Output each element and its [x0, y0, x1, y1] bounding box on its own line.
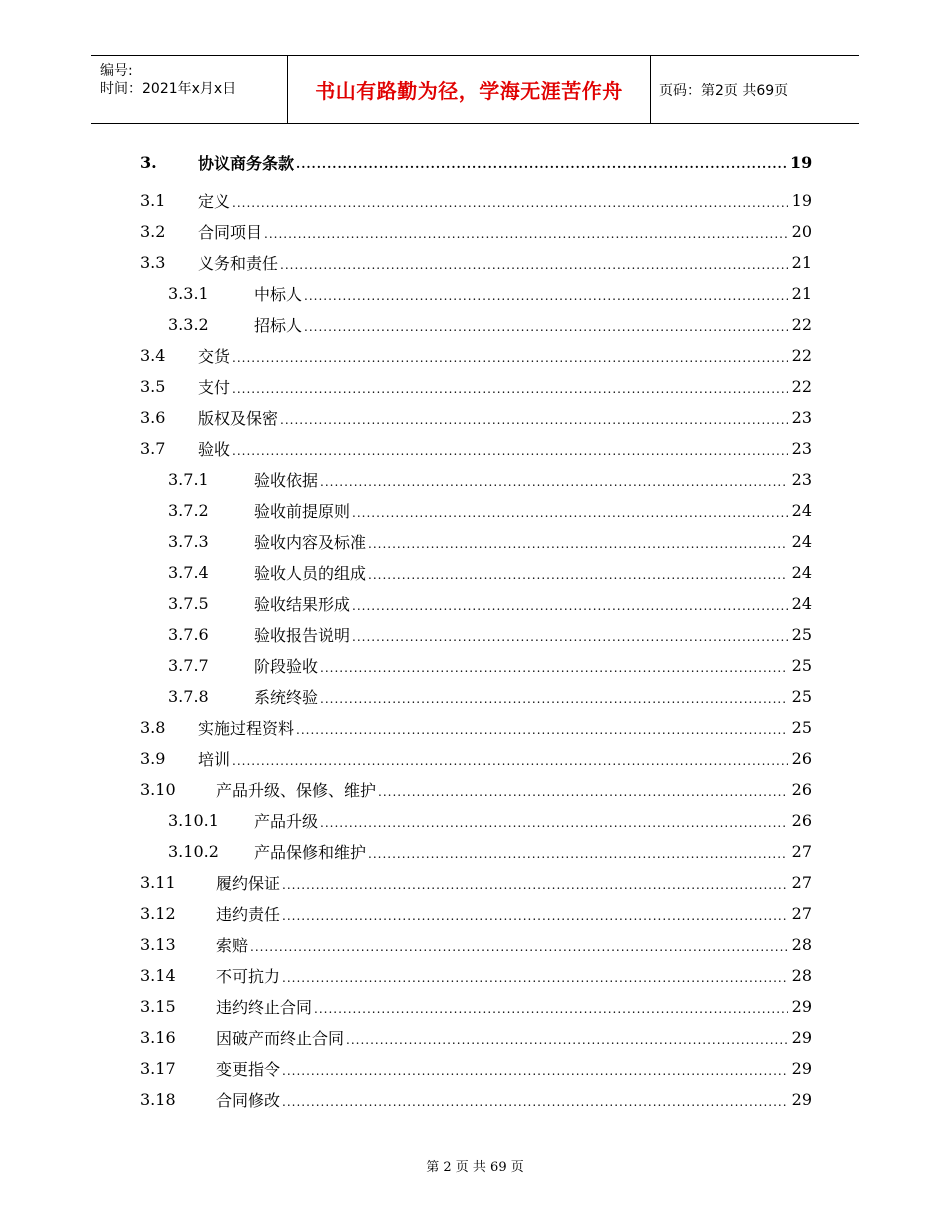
toc-entry-title: 验收 [198, 440, 231, 459]
toc-entry-page: 29 [791, 1090, 812, 1109]
motto-text: 书山有路勤为径，学海无涯苦作舟 [315, 79, 623, 103]
toc-entry-number: 3.7.3 [168, 532, 209, 551]
toc-entry-title: 验收人员的组成 [254, 564, 367, 583]
toc-entry-title: 合同项目 [198, 223, 263, 242]
toc-entry-number: 3.7.2 [168, 501, 209, 520]
toc-entry-number: 3.7.8 [168, 687, 209, 706]
toc-entry-page: 25 [791, 718, 812, 737]
toc-entry-number: 3.1 [140, 191, 166, 210]
toc-entry-page: 19 [790, 152, 813, 172]
toc-entry-title: 合同修改 [216, 1091, 281, 1110]
toc-dot-leader [352, 599, 788, 613]
toc-entry-title: 定义 [198, 192, 231, 211]
toc-entry-title: 支付 [198, 378, 231, 397]
toc-entry-title: 验收结果形成 [254, 595, 351, 614]
toc-entry[interactable] [140, 650, 812, 681]
toc-dot-leader [352, 506, 788, 520]
toc-entry[interactable] [140, 929, 812, 960]
toc-dot-leader [320, 475, 788, 489]
header-motto-cell [287, 56, 651, 123]
toc-dot-leader [280, 413, 788, 427]
toc-entry-title: 系统终验 [254, 688, 319, 707]
toc-entry-title: 产品升级 [254, 812, 319, 831]
toc-entry[interactable] [140, 619, 812, 650]
toc-entry-number: 3.17 [140, 1059, 176, 1078]
toc-entry[interactable] [140, 991, 812, 1022]
toc-dot-leader [282, 971, 788, 985]
table-of-contents [140, 146, 812, 1115]
toc-entry-title: 培训 [198, 750, 231, 769]
toc-dot-leader [232, 444, 788, 458]
toc-entry-number: 3.7 [140, 439, 166, 458]
time-label: 时间：2021年x月x日 [100, 81, 237, 97]
toc-entry[interactable] [140, 898, 812, 929]
toc-entry-title: 验收报告说明 [254, 626, 351, 645]
toc-entry-title: 索赔 [216, 936, 249, 955]
page-header [91, 55, 859, 124]
toc-entry-page: 25 [791, 625, 812, 644]
toc-entry-page: 26 [791, 811, 812, 830]
toc-entry-number: 3.7.5 [168, 594, 209, 613]
toc-entry-title: 验收内容及标准 [254, 533, 367, 552]
toc-entry[interactable] [140, 278, 812, 309]
toc-entry[interactable] [140, 1084, 812, 1115]
toc-entry[interactable] [140, 464, 812, 495]
toc-entry-number: 3.7.7 [168, 656, 209, 675]
toc-entry-title: 验收前提原则 [254, 502, 351, 521]
toc-entry-title: 变更指令 [216, 1060, 281, 1079]
toc-entry-title: 验收依据 [254, 471, 319, 490]
toc-dot-leader [280, 258, 788, 272]
toc-entry-number: 3.2 [140, 222, 166, 241]
toc-dot-leader [232, 196, 788, 210]
toc-entry-page: 27 [791, 842, 812, 861]
toc-dot-leader [296, 157, 788, 171]
toc-entry[interactable] [140, 371, 812, 402]
toc-dot-leader [320, 661, 788, 675]
toc-entry-number: 3.15 [140, 997, 176, 1016]
toc-entry[interactable] [140, 681, 812, 712]
toc-entry[interactable] [140, 402, 812, 433]
toc-entry[interactable] [140, 712, 812, 743]
toc-entry-page: 23 [791, 439, 812, 458]
toc-entry[interactable] [140, 805, 812, 836]
toc-entry-number: 3.18 [140, 1090, 176, 1109]
toc-entry-number: 3.10.2 [168, 842, 219, 861]
toc-entry[interactable] [140, 526, 812, 557]
toc-entry-number: 3. [140, 152, 157, 172]
toc-entry-title: 违约终止合同 [216, 998, 313, 1017]
toc-entry-number: 3.10 [140, 780, 176, 799]
toc-entry-title: 版权及保密 [198, 409, 279, 428]
toc-dot-leader [250, 940, 788, 954]
toc-entry-page: 27 [791, 873, 812, 892]
toc-entry[interactable] [140, 433, 812, 464]
toc-entry-page: 20 [791, 222, 812, 241]
toc-entry-number: 3.3.1 [168, 284, 209, 303]
toc-entry[interactable] [140, 1053, 812, 1084]
toc-entry[interactable] [140, 867, 812, 898]
toc-entry-page: 24 [791, 594, 812, 613]
toc-entry-page: 29 [791, 1059, 812, 1078]
toc-entry-page: 22 [791, 377, 812, 396]
toc-entry-number: 3.7.6 [168, 625, 209, 644]
toc-entry-title: 违约责任 [216, 905, 281, 924]
toc-entry-number: 3.7.1 [168, 470, 209, 489]
toc-entry-number: 3.7.4 [168, 563, 209, 582]
toc-dot-leader [304, 320, 788, 334]
toc-entry-number: 3.6 [140, 408, 166, 427]
toc-entry-number: 3.10.1 [168, 811, 219, 830]
toc-entry[interactable] [140, 960, 812, 991]
toc-entry[interactable] [140, 216, 812, 247]
toc-entry-number: 3.13 [140, 935, 176, 954]
toc-entry-page: 25 [791, 656, 812, 675]
toc-entry-title: 交货 [198, 347, 231, 366]
toc-entry-page: 24 [791, 501, 812, 520]
toc-entry-title: 履约保证 [216, 874, 281, 893]
toc-entry-title: 协议商务条款 [198, 153, 295, 173]
toc-entry-page: 28 [791, 966, 812, 985]
toc-entry-page: 22 [791, 346, 812, 365]
toc-dot-leader [314, 1002, 788, 1016]
toc-entry-title: 阶段验收 [254, 657, 319, 676]
toc-entry-page: 21 [791, 284, 812, 303]
toc-entry-number: 3.14 [140, 966, 176, 985]
toc-entry[interactable] [140, 146, 812, 178]
toc-entry[interactable] [140, 743, 812, 774]
toc-dot-leader [378, 785, 788, 799]
toc-entry-title: 产品升级、保修、维护 [216, 781, 377, 800]
toc-entry[interactable] [140, 247, 812, 278]
toc-dot-leader [368, 568, 788, 582]
toc-entry-number: 3.3.2 [168, 315, 209, 334]
toc-entry-page: 23 [791, 408, 812, 427]
toc-dot-leader [282, 1095, 788, 1109]
toc-entry-title: 产品保修和维护 [254, 843, 367, 862]
toc-entry-number: 3.12 [140, 904, 176, 923]
toc-dot-leader [282, 878, 788, 892]
toc-dot-leader [346, 1033, 788, 1047]
toc-entry-number: 3.9 [140, 749, 166, 768]
toc-entry-title: 中标人 [254, 285, 303, 304]
toc-entry[interactable] [140, 185, 812, 216]
toc-entry-page: 26 [791, 780, 812, 799]
toc-entry-number: 3.4 [140, 346, 166, 365]
toc-entry-page: 26 [791, 749, 812, 768]
page-footer: 第 2 页 共 69 页 [426, 1160, 524, 1175]
toc-entry[interactable] [140, 557, 812, 588]
toc-entry-title: 因破产而终止合同 [216, 1029, 345, 1048]
toc-entry-number: 3.16 [140, 1028, 176, 1047]
toc-dot-leader [232, 351, 788, 365]
toc-dot-leader [368, 847, 788, 861]
toc-entry-title: 义务和责任 [198, 254, 279, 273]
toc-entry[interactable] [140, 774, 812, 805]
header-meta-cell [91, 56, 287, 123]
toc-dot-leader [304, 289, 788, 303]
toc-entry-page: 29 [791, 997, 812, 1016]
header-page-cell [651, 56, 859, 123]
toc-entry-page: 28 [791, 935, 812, 954]
toc-entry-title: 招标人 [254, 316, 303, 335]
toc-entry-number: 3.5 [140, 377, 166, 396]
toc-entry-page: 24 [791, 532, 812, 551]
toc-entry-number: 3.11 [140, 873, 176, 892]
toc-entry-page: 21 [791, 253, 812, 272]
toc-dot-leader [282, 1064, 788, 1078]
toc-dot-leader [368, 537, 788, 551]
toc-entry[interactable] [140, 340, 812, 371]
toc-entry-page: 27 [791, 904, 812, 923]
toc-entry-number: 3.8 [140, 718, 166, 737]
toc-dot-leader [352, 630, 788, 644]
toc-dot-leader [296, 723, 788, 737]
toc-dot-leader [320, 816, 788, 830]
number-label: 编号: [100, 63, 133, 79]
toc-entry[interactable] [140, 588, 812, 619]
toc-entry-page: 22 [791, 315, 812, 334]
toc-dot-leader [232, 754, 788, 768]
toc-entry-number: 3.3 [140, 253, 166, 272]
toc-dot-leader [264, 227, 788, 241]
toc-entry-title: 不可抗力 [216, 967, 281, 986]
toc-entry-page: 25 [791, 687, 812, 706]
toc-dot-leader [232, 382, 788, 396]
toc-entry[interactable] [140, 495, 812, 526]
toc-entry[interactable] [140, 1022, 812, 1053]
toc-entry-page: 24 [791, 563, 812, 582]
toc-dot-leader [320, 692, 788, 706]
header-page-info: 页码：第2页 共69页 [659, 82, 789, 99]
toc-entry-page: 19 [791, 191, 812, 210]
toc-entry-title: 实施过程资料 [198, 719, 295, 738]
toc-entry[interactable] [140, 836, 812, 867]
toc-entry-page: 23 [791, 470, 812, 489]
toc-dot-leader [282, 909, 788, 923]
toc-entry[interactable] [140, 309, 812, 340]
toc-entry-page: 29 [791, 1028, 812, 1047]
